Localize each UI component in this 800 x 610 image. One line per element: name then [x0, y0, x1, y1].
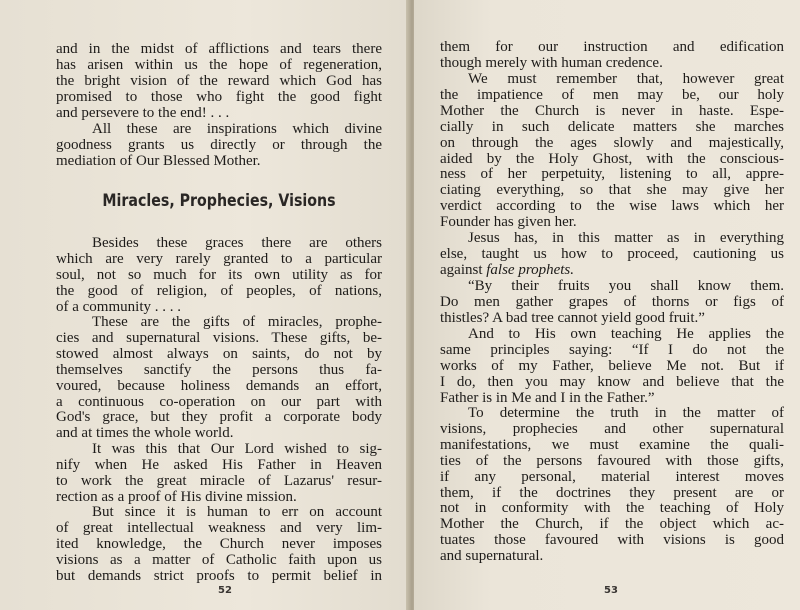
- text-line: cies and supernatural visions. These gifts, be-: [56, 329, 382, 346]
- italic-phrase: false prophets.: [486, 261, 575, 278]
- text-line: the impatience of men may be, our holy: [440, 86, 784, 103]
- text-line: same principles saying: “If I do not the: [440, 341, 784, 358]
- text-line: else, taught us how to proceed, cautioning us: [440, 245, 784, 262]
- text-line: cially in such delicate matters she marches: [440, 118, 784, 135]
- text-line: has arisen within us the hope of regeneration,: [56, 56, 382, 73]
- text-line: mediation of Our Blessed Mother.: [56, 152, 261, 169]
- text-line: which are very rarely granted to a particular: [56, 250, 382, 267]
- text-line: works of my Father, believe Me not. But if: [440, 357, 784, 374]
- right-block-4: [440, 279, 784, 327]
- left-block-1: [56, 42, 382, 122]
- text-line: It was this that Our Lord wished to sig-: [92, 441, 382, 457]
- text-line: a continuous co-operation on our part with: [56, 393, 382, 410]
- text-line: not in conformity with the teaching of Holy: [440, 500, 784, 517]
- right-page: [414, 0, 800, 610]
- text-line: soul, not so much for its own utility as for: [56, 266, 382, 283]
- left-block-3: [56, 236, 382, 316]
- right-block-3: [440, 231, 784, 279]
- text-line: verdict according to the wise laws which her: [440, 198, 784, 215]
- text-line: the good of religion, of peoples, of nations,: [56, 282, 382, 299]
- text-line: Founder has given her.: [440, 214, 577, 231]
- text-line: We must remember that, however great: [468, 71, 784, 87]
- text-line: stowed almost always on saints, do not by: [56, 345, 382, 362]
- text-line: but demands strict proofs to permit belief in: [56, 567, 382, 584]
- text-line: the bright vision of the reward which God has: [56, 72, 382, 89]
- right-block-5: [440, 327, 784, 407]
- page-number: 53: [604, 585, 618, 596]
- text-line: ciating everything, so that she may give her: [440, 182, 784, 199]
- text-line: of a community . . . .: [56, 298, 181, 315]
- text-line: tuates those favoured with visions is good: [440, 532, 784, 549]
- text-line: ness of her perpetuity, listening to all, appre-: [440, 166, 784, 183]
- text-line: promised to those who fight the good fight: [56, 88, 382, 105]
- text-line: And to His own teaching He applies the: [468, 326, 784, 342]
- text-line: to work the great miracle of Lazarus' resur-: [56, 472, 382, 489]
- text-line: Do men gather grapes of thorns or figs of: [440, 293, 784, 310]
- text-line: and at times the whole world.: [56, 425, 234, 442]
- left-block-4: [56, 315, 382, 442]
- text-line: To determine the truth in the matter of: [468, 405, 784, 421]
- left-block-5: [56, 442, 382, 506]
- right-block-1: [440, 40, 784, 72]
- text-line: goodness grants us directly or through the: [56, 136, 382, 153]
- text-line: ited knowledge, the Church never imposes: [56, 535, 382, 552]
- text-line: manifestations, we must examine the quali-: [440, 436, 784, 453]
- text-line: “By their fruits you shall know them.: [468, 278, 784, 294]
- right-block-6: [440, 406, 784, 565]
- text-line: though merely with human credence.: [440, 54, 663, 71]
- text-line: thistles? A bad tree cannot yield good fruit.”: [440, 309, 705, 326]
- section-heading: Miracles, Prophecies, Visions: [102, 191, 336, 210]
- text-line-prefix: against: [440, 261, 487, 278]
- text-line: of great intellectual weakness and very lim-: [56, 519, 382, 536]
- text-line: I do, then you may know and believe that the: [440, 373, 784, 390]
- text-line: and supernatural.: [440, 548, 544, 565]
- text-line: and in the midst of afflictions and tears there: [56, 41, 382, 57]
- text-line: them, if the doctrines they present are or: [440, 484, 784, 501]
- text-line: [440, 263, 784, 279]
- text-line: But since it is human to err on account: [92, 504, 382, 520]
- text-line: visions, prophecies and other supernatural: [440, 420, 784, 437]
- text-line: on through the ages slowly and majestically,: [440, 134, 784, 151]
- text-line: ties of the persons favoured with those gifts,: [440, 452, 784, 469]
- text-line: God's grace, but they profit a corporate body: [56, 409, 382, 426]
- text-line: nify when He asked His Father in Heaven: [56, 456, 382, 473]
- right-block-2: [440, 72, 784, 231]
- text-line: visions as a matter of Catholic faith upon us: [56, 551, 382, 568]
- text-line: All these are inspirations which divine: [92, 121, 382, 137]
- text-line: voured, because holiness demands an effort,: [56, 377, 382, 394]
- text-line: Father is in Me and I in the Father.”: [440, 389, 655, 406]
- left-block-6: [56, 505, 382, 585]
- text-line: Mother the Church, if the object which ac-: [440, 516, 784, 533]
- left-block-2: [56, 122, 382, 170]
- text-line: if any personal, material interest moves: [440, 468, 784, 485]
- text-line: them for our instruction and edification: [440, 39, 784, 55]
- text-line: rection as a proof of His divine mission.: [56, 488, 297, 505]
- text-line: aided by the Holy Ghost, with the conscious-: [440, 150, 784, 167]
- text-line: Besides these graces there are others: [92, 235, 382, 251]
- text-line: These are the gifts of miracles, prophe-: [92, 314, 382, 330]
- text-line: themselves sanctify the persons thus fa-: [56, 361, 382, 378]
- text-line: and persevere to the end! . . .: [56, 104, 230, 121]
- page-number: 52: [218, 585, 232, 596]
- text-line: Jesus has, in this matter as in everything: [468, 230, 784, 246]
- text-line: Mother the Church is never in haste. Espe-: [440, 102, 784, 119]
